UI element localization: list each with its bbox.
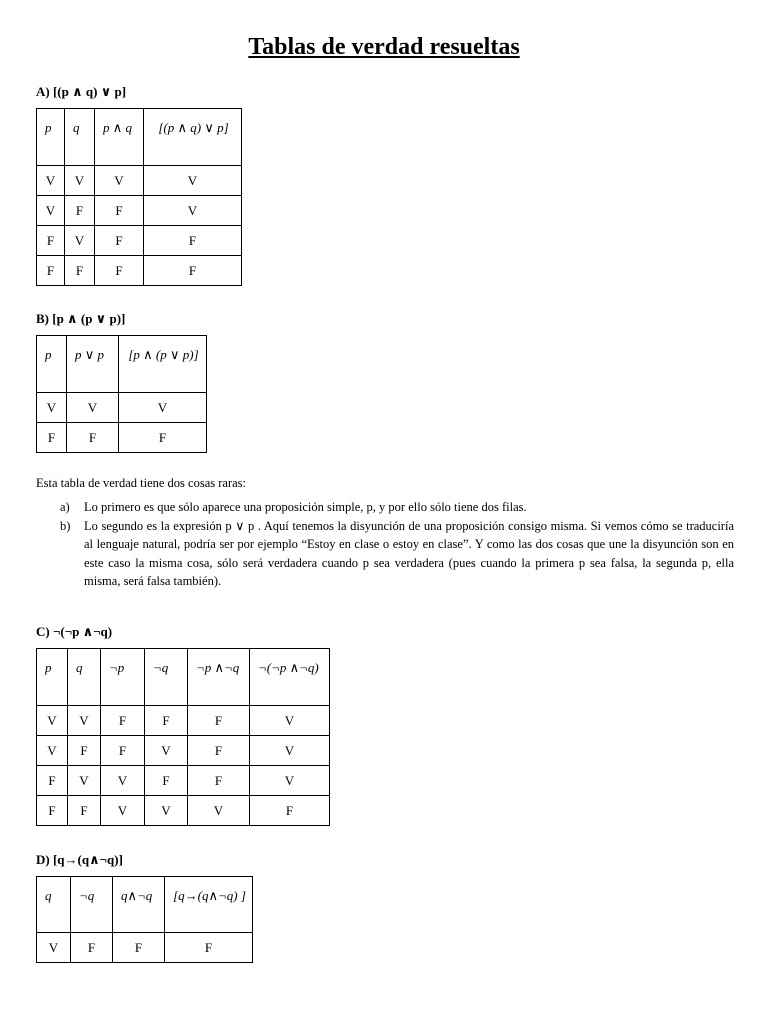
table-row bbox=[37, 736, 330, 766]
explanation-intro: Esta tabla de verdad tiene dos cosas raras: bbox=[36, 476, 246, 490]
table-cell: F bbox=[37, 226, 65, 256]
header-cell: ¬(¬p ∧¬q) bbox=[250, 649, 330, 706]
table-cell: V bbox=[250, 706, 330, 736]
table-cell: V bbox=[95, 166, 144, 196]
page-title: Tablas de verdad resueltas bbox=[248, 34, 520, 60]
section-d-heading: D) [q→(q∧¬q)] bbox=[36, 852, 123, 867]
table-cell: F bbox=[68, 736, 101, 766]
table-row bbox=[37, 796, 330, 826]
table-cell: V bbox=[68, 706, 101, 736]
table-cell: V bbox=[144, 166, 242, 196]
table-cell: F bbox=[188, 766, 250, 796]
table-cell: F bbox=[65, 256, 95, 286]
header-cell: q bbox=[68, 649, 101, 706]
section-a-heading: A) [(p ∧ q) ∨ p] bbox=[36, 84, 127, 99]
table-cell: F bbox=[101, 736, 145, 766]
header-cell: [(p ∧ q) ∨ p] bbox=[144, 109, 242, 166]
table-cell: V bbox=[119, 393, 207, 423]
table-header-row bbox=[37, 877, 253, 933]
table-cell: V bbox=[37, 706, 68, 736]
table-row bbox=[37, 423, 207, 453]
table-row bbox=[37, 933, 253, 963]
explanation-list bbox=[60, 498, 734, 591]
table-cell: F bbox=[37, 796, 68, 826]
table-cell: V bbox=[101, 766, 145, 796]
list-item-text: Lo segundo es la expresión p ∨ p . Aquí tenemos la disyunción de una proposición consigo misma. Si vemos cómo se traduciría al lenguaje natural, podría ser por ejemplo “Estoy en clase o estoy en clase”. Y como las dos cosas que une la disyunción son en este caso la misma cosa, sólo será verdadera cuando p sea verdadera (pues cuando la primera p sea falsa, la segunda p, ella misma, será falsa también). bbox=[84, 518, 734, 588]
table-cell: V bbox=[37, 166, 65, 196]
truth-table-a bbox=[36, 108, 242, 286]
table-cell: V bbox=[67, 393, 119, 423]
header-cell: q bbox=[37, 877, 71, 933]
table-cell: V bbox=[145, 796, 188, 826]
table-cell: F bbox=[188, 736, 250, 766]
table-cell: V bbox=[144, 196, 242, 226]
table-cell: F bbox=[95, 256, 144, 286]
header-cell: [p ∧ (p ∨ p)] bbox=[119, 336, 207, 393]
list-marker: b) bbox=[60, 518, 71, 533]
header-cell: ¬p ∧¬q bbox=[188, 649, 250, 706]
table-cell: F bbox=[65, 196, 95, 226]
table-cell: F bbox=[145, 766, 188, 796]
table-cell: F bbox=[95, 196, 144, 226]
table-cell: V bbox=[37, 196, 65, 226]
truth-table-b bbox=[36, 335, 207, 453]
table-cell: F bbox=[37, 256, 65, 286]
table-cell: F bbox=[68, 796, 101, 826]
table-cell: F bbox=[95, 226, 144, 256]
header-cell: q∧¬q bbox=[113, 877, 165, 933]
list-item-text: Lo primero es que sólo aparece una proposición simple, p, y por ello sólo tiene dos filas. bbox=[84, 500, 527, 514]
header-cell: p bbox=[37, 649, 68, 706]
section-c-heading: C) ¬(¬p ∧¬q) bbox=[36, 624, 113, 639]
header-cell: p ∨ p bbox=[67, 336, 119, 393]
table-cell: V bbox=[101, 796, 145, 826]
table-cell: F bbox=[37, 766, 68, 796]
table-cell: V bbox=[65, 166, 95, 196]
table-cell: F bbox=[144, 256, 242, 286]
header-cell: q bbox=[65, 109, 95, 166]
table-cell: V bbox=[250, 736, 330, 766]
table-header-row bbox=[37, 109, 242, 166]
table-row bbox=[37, 766, 330, 796]
table-cell: F bbox=[71, 933, 113, 963]
list-item bbox=[60, 517, 734, 591]
table-cell: V bbox=[68, 766, 101, 796]
table-cell: V bbox=[37, 933, 71, 963]
table-cell: V bbox=[188, 796, 250, 826]
table-cell: F bbox=[165, 933, 253, 963]
table-cell: V bbox=[37, 393, 67, 423]
table-cell: V bbox=[37, 736, 68, 766]
header-cell: ¬q bbox=[71, 877, 113, 933]
table-header-row bbox=[37, 649, 330, 706]
table-cell: F bbox=[67, 423, 119, 453]
section-b-heading: B) [p ∧ (p ∨ p)] bbox=[36, 311, 126, 326]
table-cell: F bbox=[144, 226, 242, 256]
truth-table-c bbox=[36, 648, 330, 826]
table-row bbox=[37, 196, 242, 226]
table-row bbox=[37, 706, 330, 736]
table-cell: F bbox=[250, 796, 330, 826]
list-item bbox=[60, 498, 734, 517]
table-cell: F bbox=[188, 706, 250, 736]
table-cell: V bbox=[250, 766, 330, 796]
table-cell: F bbox=[101, 706, 145, 736]
header-cell: p bbox=[37, 109, 65, 166]
header-cell: p ∧ q bbox=[95, 109, 144, 166]
table-row bbox=[37, 226, 242, 256]
table-row bbox=[37, 166, 242, 196]
header-cell: p bbox=[37, 336, 67, 393]
truth-table-d bbox=[36, 876, 253, 963]
list-marker: a) bbox=[60, 500, 70, 514]
table-cell: F bbox=[37, 423, 67, 453]
header-cell: ¬q bbox=[145, 649, 188, 706]
table-cell: F bbox=[119, 423, 207, 453]
header-cell: ¬p bbox=[101, 649, 145, 706]
table-cell: F bbox=[145, 706, 188, 736]
table-row bbox=[37, 256, 242, 286]
table-header-row bbox=[37, 336, 207, 393]
table-cell: V bbox=[65, 226, 95, 256]
header-cell: [q→(q∧¬q) ] bbox=[165, 877, 253, 933]
table-row bbox=[37, 393, 207, 423]
table-cell: V bbox=[145, 736, 188, 766]
table-cell: F bbox=[113, 933, 165, 963]
